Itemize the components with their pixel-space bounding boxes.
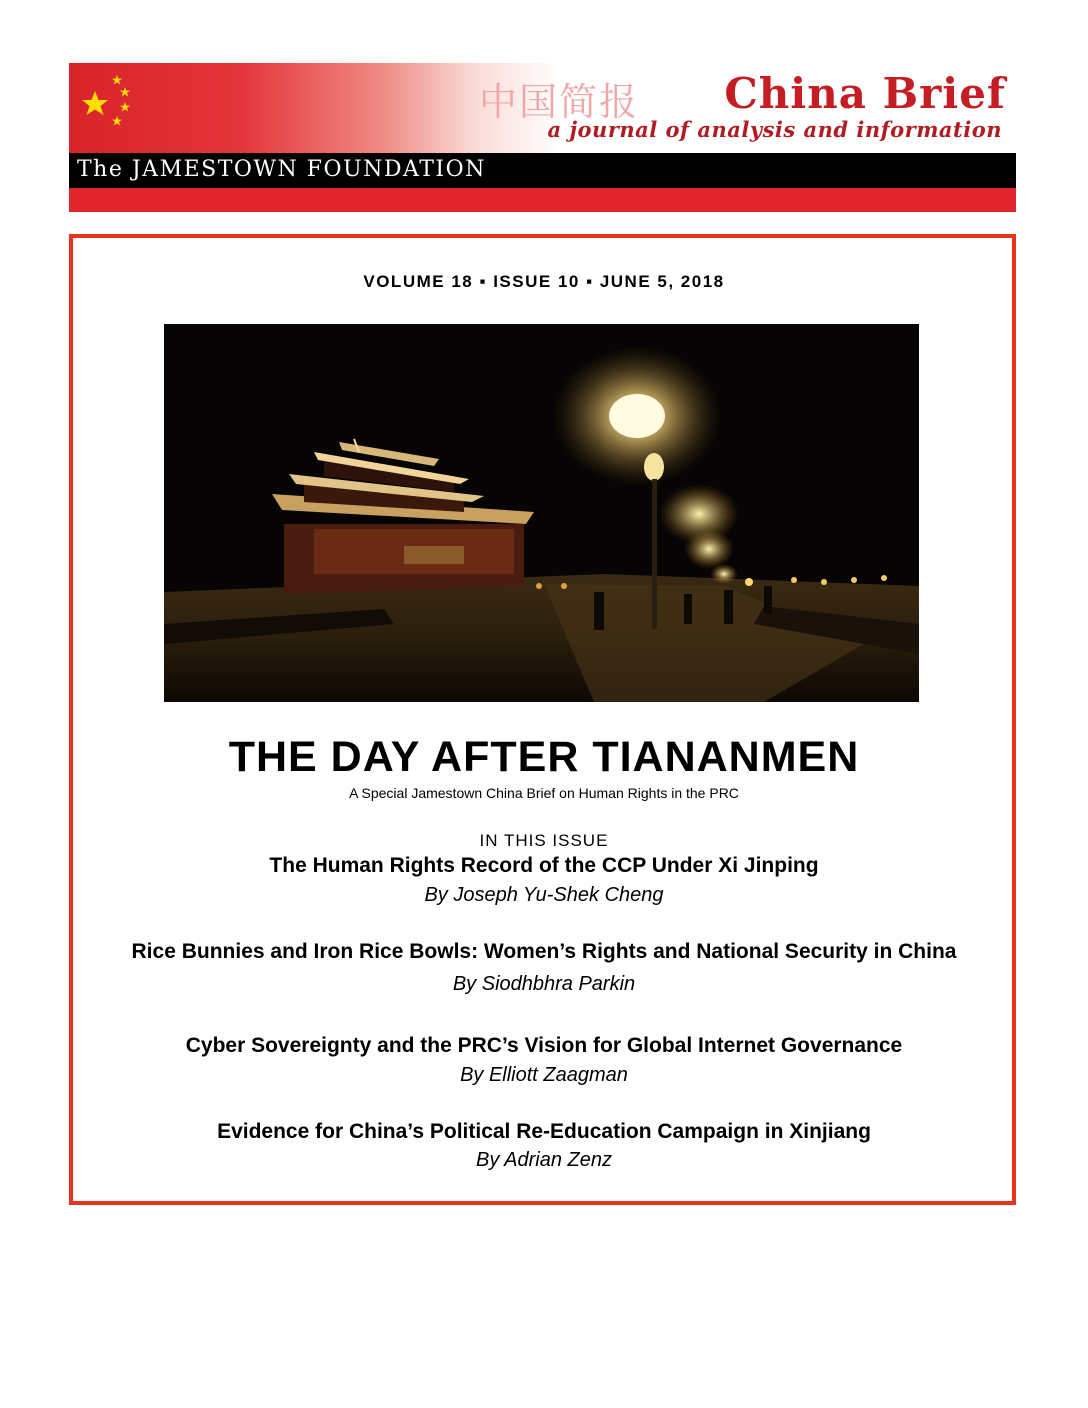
article-author: By Siodhbhra Parkin bbox=[452, 973, 636, 995]
article-title[interactable]: Evidence for China’s Political Re-Education Campaign in Xinjiang bbox=[217, 1120, 871, 1143]
article-title[interactable]: Cyber Sovereignty and the PRC’s Vision for Global Internet Governance bbox=[185, 1034, 903, 1057]
publication-title: China Brief bbox=[724, 69, 1006, 118]
article-author: By Joseph Yu-Shek Cheng bbox=[424, 884, 664, 906]
cover-subheadline: A Special Jamestown China Brief on Human Rights in the PRC bbox=[349, 785, 739, 801]
in-this-issue-label: IN THIS ISSUE bbox=[479, 831, 609, 850]
article-author: By Adrian Zenz bbox=[476, 1149, 612, 1171]
issue-info: VOLUME 18 ▪ ISSUE 10 ▪ JUNE 5, 2018 bbox=[363, 272, 725, 291]
publisher-name: The JAMESTOWN FOUNDATION bbox=[77, 157, 486, 182]
chinese-title: 中国简报 bbox=[479, 80, 640, 124]
publication-subtitle: a journal of analysis and information bbox=[547, 117, 1002, 142]
article-title[interactable]: Rice Bunnies and Iron Rice Bowls: Women’s Rights and National Security in China bbox=[131, 940, 957, 963]
cover-photo bbox=[164, 324, 919, 702]
article-author: By Elliott Zaagman bbox=[460, 1064, 628, 1086]
masthead-top bbox=[69, 63, 1016, 153]
article-title[interactable]: The Human Rights Record of the CCP Under Xi Jinping bbox=[269, 854, 819, 877]
cover-headline: THE DAY AFTER TIANANMEN bbox=[228, 733, 860, 781]
publisher-bar bbox=[69, 153, 1016, 188]
china-flag-stars-icon bbox=[79, 71, 139, 133]
masthead-banner bbox=[69, 63, 1016, 212]
